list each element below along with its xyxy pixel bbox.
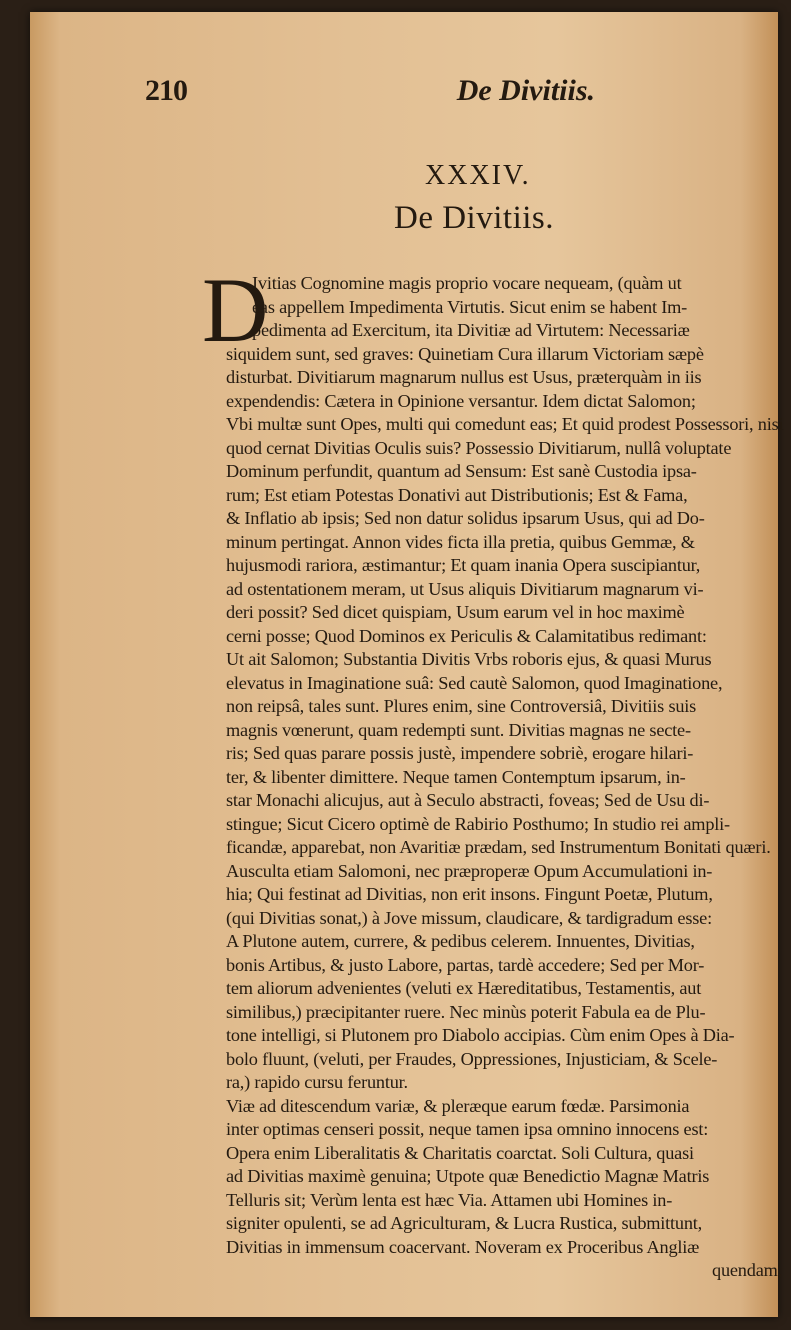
text-line: Dominum perfundit, quantum ad Sensum: Est sanè Custodia ipsa- [226,461,697,481]
text-line: Ut ait Salomon; Substantia Divitis Vrbs roboris ejus, & quasi Murus [226,649,712,669]
text-line: Viæ ad ditescendum variæ, & pleræque earum fœdæ. Parsimonia [226,1095,690,1116]
text-line: similibus,) præcipitanter ruere. Nec minùs poterit Fabula ea de Plu- [226,1001,706,1022]
text-line: bonis Artibus, & justo Labore, partas, tardè accedere; Sed per Mor- [226,954,705,975]
drop-cap: D [202,259,269,361]
page-number: 210 [145,74,187,107]
body-text [226,272,791,1283]
book-page [30,12,784,1317]
text-line: disturbat. Divitiarum magnarum nullus est Usus, præterquàm in iis [226,367,702,387]
text-line: Vbi multæ sunt Opes, multi qui comedunt eas; Et quid prodest Possessori, nisi [226,414,784,434]
text-line: Ausculta etiam Salomoni, nec præproperæ Opum Accumulationi in- [226,860,713,881]
text-line: tone intelligi, si Plutonem pro Diabolo accipias. Cùm enim Opes à Dia- [226,1025,735,1045]
text-line: stingue; Sicut Cicero optimè de Rabirio Posthumo; In studio rei ampli- [226,813,730,834]
text-line: cerni posse; Quod Dominos ex Periculis & Calamitatibus redimant: [226,625,707,646]
chapter-title: De Divitiis. [394,200,554,236]
text-line: ris; Sed quas parare possis justè, impendere sobriè, erogare hilari- [226,743,694,763]
text-line: ficandæ, apparebat, non Avaritiæ prædam, sed Instrumentum Bonitati quæri. [226,837,771,857]
text-line: magnis vœnerunt, quam redempti sunt. Divitias magnas ne secte- [226,719,691,740]
text-line: star Monachi alicujus, aut à Seculo abstracti, foveas; Sed de Usu di- [226,790,710,810]
running-head: De Divitiis. [456,74,595,107]
text-line: eas appellem Impedimenta Virtutis. Sicut enim se habent Im- [252,296,688,317]
text-line: signiter opulenti, se ad Agriculturam, & Lucra Rustica, submittunt, [226,1213,703,1233]
text-line: minum pertingat. Annon vides ficta illa pretia, quibus Gemmæ, & [226,531,695,552]
text-line: Opera enim Liberalitatis & Charitatis coarctat. Soli Cultura, quasi [226,1142,694,1163]
page-header [145,74,595,114]
text-line: elevatus in Imaginatione suâ: Sed cautè Salomon, quod Imaginatione, [226,672,723,693]
text-line: ra,) rapido cursu feruntur. [226,1072,408,1092]
text-line: bolo fluunt, (veluti, per Fraudes, Oppressiones, Injusticiam, & Scele- [226,1048,718,1069]
text-line: rum; Est etiam Potestas Donativi aut Distributionis; Est & Fama, [226,484,688,505]
text-line: inter optimas censeri possit, neque tamen ipsa omnino innocens est: [226,1119,709,1139]
text-line: quod cernat Divitias Oculis suis? Possessio Divitiarum, nullâ voluptate [226,437,732,458]
text-line: ter, & libenter dimittere. Neque tamen Contemptum ipsarum, in- [226,766,686,787]
text-line: ad Divitias maximè genuina; Utpote quæ Benedictio Magnæ Matris [226,1166,710,1186]
text-line: (qui Divitias sonat,) à Jove missum, claudicare, & tardigradum esse: [226,907,712,928]
text-line: non reipsâ, tales sunt. Plures enim, sine Controversiâ, Divitiis suis [226,696,697,716]
text-line: hujusmodi rariora, æstimantur; Et quam inania Opera suscipiantur, [226,555,701,575]
text-line: pedimenta ad Exercitum, ita Divitiæ ad Virtutem: Necessariæ [252,320,690,340]
chapter-number: XXXIV. [425,160,531,191]
text-line: ad ostentationem meram, ut Usus aliquis Divitiarum magnarum vi- [226,578,704,599]
text-line: hia; Qui festinat ad Divitias, non erit insons. Fingunt Poetæ, Plutum, [226,884,713,904]
text-line: deri possit? Sed dicet quispiam, Usum earum vel in hoc maximè [226,602,685,622]
text-line: siquidem sunt, sed graves: Quinetiam Cura illarum Victoriam sæpè [226,343,704,364]
text-line: expendendis: Cætera in Opinione versantur. Idem dictat Salomon; [226,390,696,411]
text-line: & Inflatio ab ipsis; Sed non datur solidus ipsarum Usus, qui ad Do- [226,508,705,528]
text-line: Divitias in immensum coacervant. Noveram ex Proceribus Angliæ [226,1236,700,1257]
text-line: Telluris sit; Verùm lenta est hæc Via. Attamen ubi Homines in- [226,1189,673,1210]
text-line: A Plutone autem, currere, & pedibus celerem. Innuentes, Divitias, [226,931,695,951]
catchword: quendam, [712,1260,782,1280]
text-line: Ivitias Cognomine magis proprio vocare nequeam, (quàm ut [252,273,682,293]
text-line: tem aliorum advenientes (veluti ex Hæreditatibus, Testamentis, aut [226,978,702,998]
